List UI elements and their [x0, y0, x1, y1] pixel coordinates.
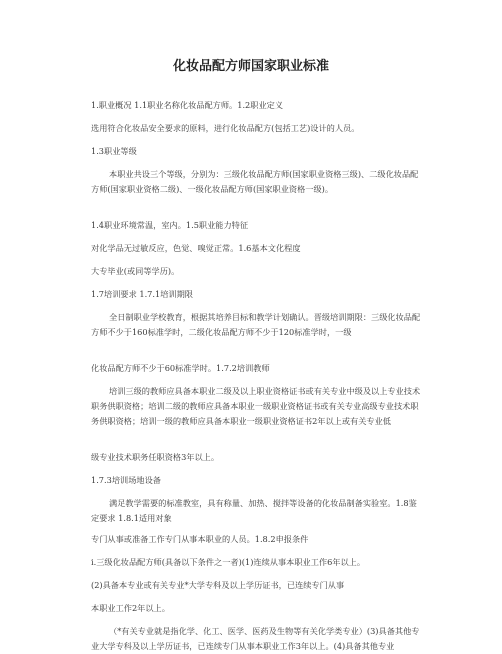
paragraph-1-8-2-item-3: （*有关专业就是指化学、化工、医学、医药及生物等有关化学类专业）(3)具备其他专业大学专科及以上学历证书，已连续专门从事本职业工作3年以上。(4)具备其他专业: [91, 626, 420, 651]
paragraph-1-7-1-period: 全日制职业学校教育，根据其培养目标和教学计划确认。晋级培训期限：三级化妆品配方师不少于160标准学时，二级化妆品配方师不少于120标准学时，一级: [91, 312, 421, 337]
paragraph-1-7-3-heading: 1.7.3培训场地设备: [91, 475, 161, 485]
paragraph-1-7-3-equipment: 满足教学需要的标准教室，具有称量、加热、搅拌等设备的化妆品制备实验室。1.8鉴定要求 1.8.1适用对象: [91, 498, 417, 523]
paragraph-1-3-levels: 本职业共设三个等级，分别为：三级化妆品配方师(国家职业资格三级)、二级化妆品配方师(国家职业资格二级)、一级化妆品配方师(国家职业资格一级)。: [91, 169, 419, 194]
paragraph-1-3-heading: 1.3职业等级: [91, 146, 137, 156]
paragraph-1-8-2-item-1: ⅰ.三级化妆品配方师(具备以下条件之一者)(1)连续从事本职业工作6年以上。: [91, 557, 366, 567]
paragraph-1-8-1: 专门从事或准备工作专门从事本职业的人员。1.8.2申报条件: [91, 534, 309, 544]
paragraph-1-7-2-cont: 级专业技术职务任职资格3年以上。: [91, 452, 220, 462]
paragraph-1-1: 1.职业概况 1.1职业名称化妆品配方师。1.2职业定义: [91, 100, 284, 110]
paragraph-1-5: 对化学品无过敏反应，色觉、嗅觉正常。1.6基本文化程度: [91, 243, 301, 253]
paragraph-1-8-2-item-2: (2)具备本专业或有关专业*大学专科及以上学历证书，已连续专门从事: [91, 580, 345, 590]
paragraph-1-7-heading: 1.7培训要求 1.7.1培训期限: [91, 289, 193, 299]
paragraph-1-7-2-teachers: 培训三级的教师应具备本职业二级及以上职业资格证书或有关专业中级及以上专业技术职务供职资格；培训二级的教师应具备本职业一级职业资格证书或有关专业高级专业技术职务供职资格；培训一级的教师应具备本职业一级职业资格证书2年以上或有关专业低: [91, 386, 421, 426]
document-title: 化妆品配方师国家职业标准: [172, 59, 329, 74]
paragraph-1-2-definition: 选用符合化妆品安全要求的原料，进行化妆品配方(包括工艺)设计的人员。: [91, 123, 360, 133]
paragraph-1-7-1-cont: 化妆品配方师不少于60标准学时。1.7.2培训教师: [91, 363, 270, 373]
paragraph-1-8-2-item-2-cont: 本职业工作2年以上。: [91, 603, 170, 613]
paragraph-1-4: 1.4职业环境常温，室内。1.5职业能力特征: [91, 220, 249, 230]
paragraph-1-6: 大专毕业(或同等学历)。: [91, 266, 180, 276]
